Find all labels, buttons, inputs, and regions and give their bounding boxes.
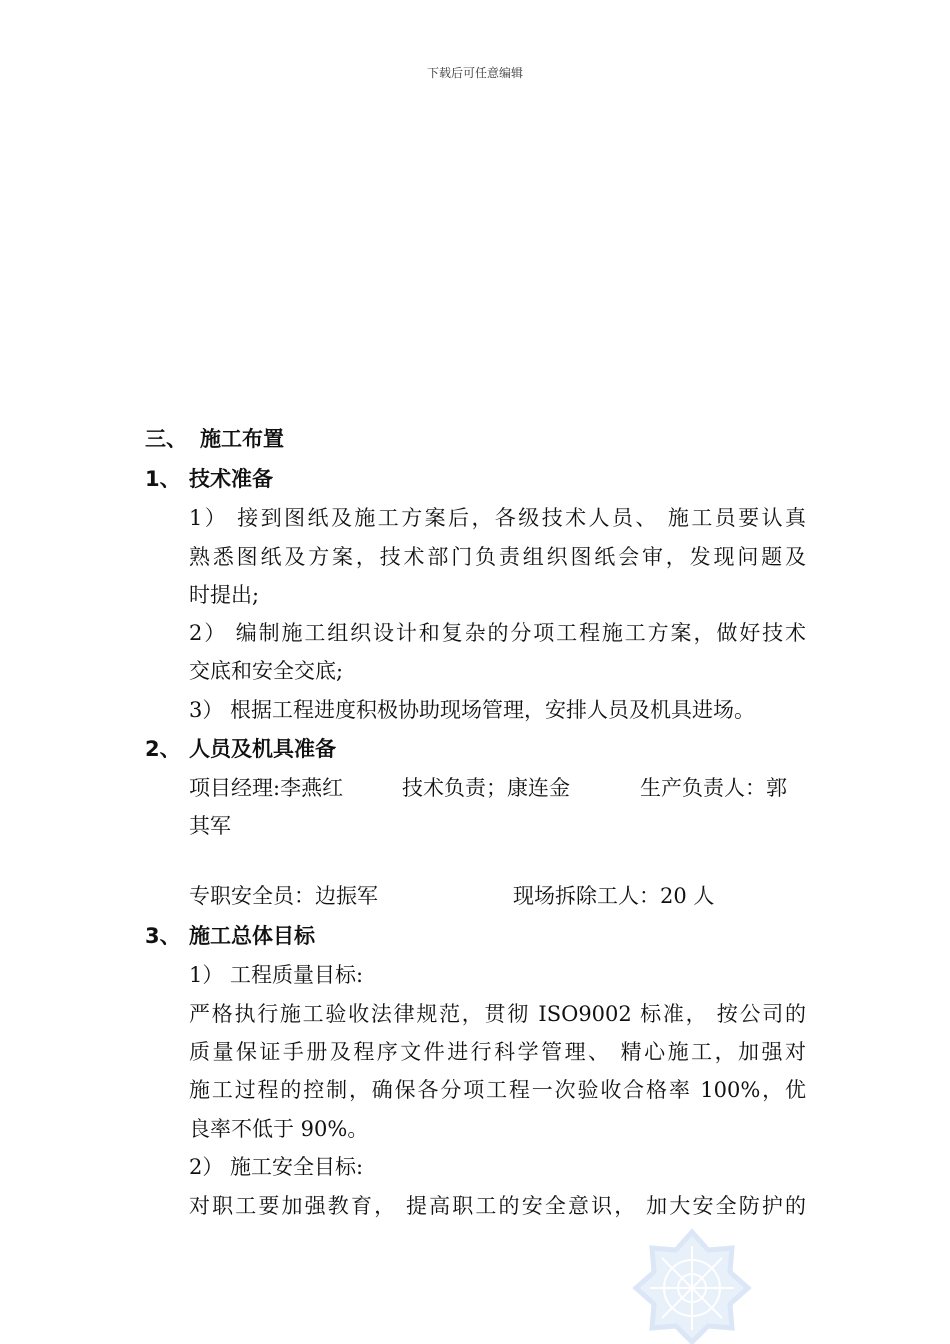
sub3-line: 严格执行施工验收法律规范，贯彻 ISO9002 标准， 按公司的	[189, 1002, 806, 1026]
sub3-line: 2） 施工安全目标:	[189, 1155, 364, 1179]
sub1-title: 技术准备	[189, 467, 273, 491]
page-header-note: 下载后可任意编辑	[426, 66, 523, 80]
sub2-title: 人员及机具准备	[189, 737, 336, 761]
sub1-line: 熟悉图纸及方案，技术部门负责组织图纸会审，发现问题及	[189, 545, 806, 569]
sub2-number: 2、	[145, 737, 181, 761]
production-lead-cont: 其军	[189, 814, 231, 838]
snowflake-watermark-icon	[632, 1228, 752, 1344]
sub3-line: 质量保证手册及程序文件进行科学管理、 精心施工，加强对	[189, 1040, 806, 1064]
sub3-line: 1） 工程质量目标:	[189, 963, 364, 987]
demolition-workers: 现场拆除工人：20 人	[513, 884, 715, 908]
technical-lead: 技术负责；康连金	[402, 776, 570, 800]
sub1-line: 2） 编制施工组织设计和复杂的分项工程施工方案，做好技术	[189, 621, 806, 645]
sub3-title: 施工总体目标	[189, 924, 315, 948]
project-manager: 项目经理:李燕红	[189, 776, 344, 800]
sub3-line: 对职工要加强教育， 提高职工的安全意识， 加大安全防护的	[189, 1194, 806, 1218]
sub1-line: 3） 根据工程进度积极协助现场管理，安排人员及机具进场。	[189, 698, 756, 722]
sub1-line: 时提出;	[189, 583, 260, 607]
sub3-number: 3、	[145, 924, 181, 948]
sub3-line: 良率不低于 90%。	[189, 1117, 369, 1141]
safety-officer: 专职安全员：边振军	[189, 884, 378, 908]
production-lead: 生产负责人：郭	[640, 776, 787, 800]
section-title: 施工布置	[200, 427, 284, 451]
sub1-line: 交底和安全交底;	[189, 659, 344, 683]
sub3-line: 施工过程的控制，确保各分项工程一次验收合格率 100%，优	[189, 1078, 806, 1102]
sub1-line: 1） 接到图纸及施工方案后，各级技术人员、 施工员要认真	[189, 506, 806, 530]
section-number: 三、	[145, 427, 187, 451]
sub1-number: 1、	[145, 467, 181, 491]
